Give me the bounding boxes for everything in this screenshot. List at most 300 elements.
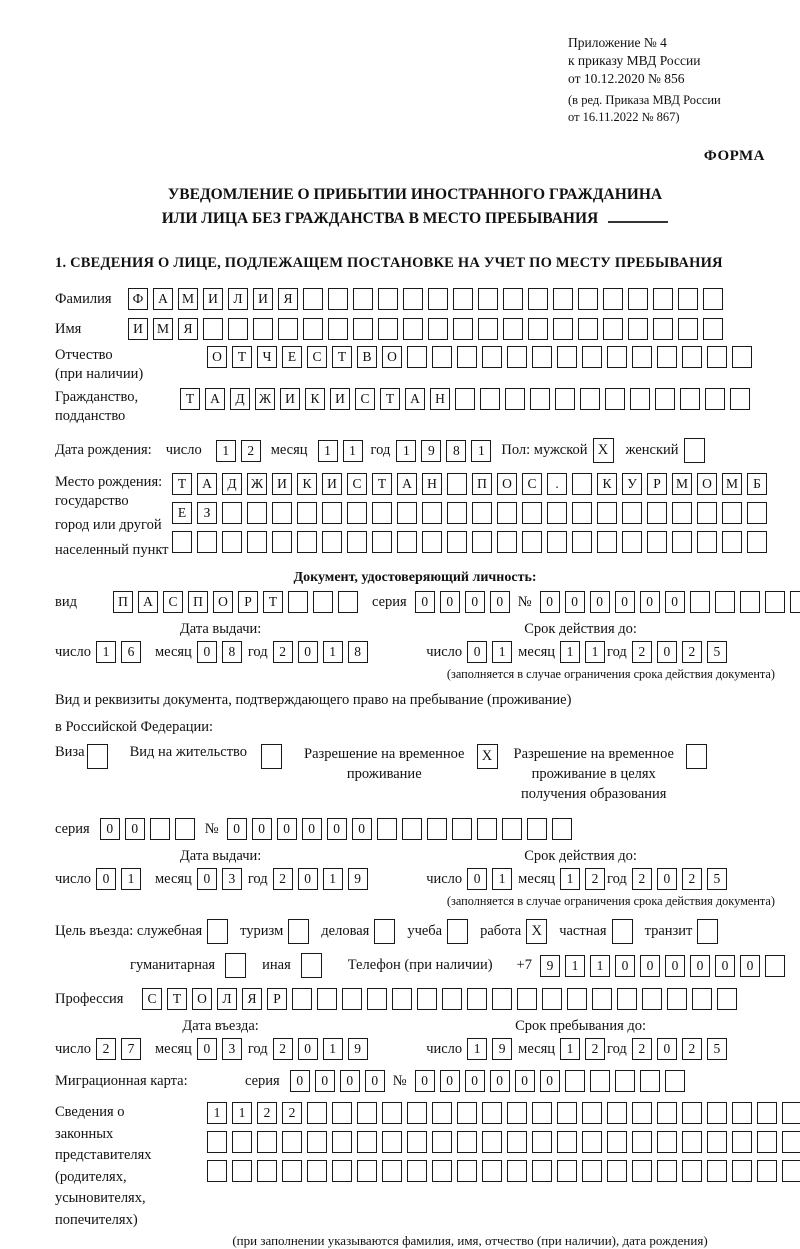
char-cell[interactable] xyxy=(555,388,575,410)
char-cell[interactable]: О xyxy=(497,473,517,495)
char-cell[interactable] xyxy=(382,1102,402,1124)
char-cell[interactable]: 0 xyxy=(298,868,318,890)
char-cell[interactable] xyxy=(353,288,373,310)
char-cell[interactable]: И xyxy=(128,318,148,340)
char-cell[interactable] xyxy=(665,1070,685,1092)
char-cell[interactable] xyxy=(657,1131,677,1153)
char-cell[interactable]: Н xyxy=(422,473,442,495)
char-cell[interactable] xyxy=(502,818,522,840)
char-cell[interactable] xyxy=(307,1131,327,1153)
char-cell[interactable]: 3 xyxy=(222,868,242,890)
char-cell[interactable] xyxy=(447,473,467,495)
char-cell[interactable] xyxy=(578,288,598,310)
char-cell[interactable] xyxy=(682,1160,702,1182)
char-cell[interactable] xyxy=(288,591,308,613)
char-cell[interactable]: Т xyxy=(332,346,352,368)
char-cell[interactable] xyxy=(640,1070,660,1092)
char-cell[interactable]: 2 xyxy=(682,868,702,890)
char-cell[interactable] xyxy=(647,531,667,553)
char-cell[interactable]: 0 xyxy=(665,591,685,613)
char-cell[interactable]: 8 xyxy=(446,440,466,462)
char-cell[interactable] xyxy=(357,1131,377,1153)
char-cell[interactable]: 8 xyxy=(348,641,368,663)
char-cell[interactable] xyxy=(732,1131,752,1153)
char-cell[interactable]: Т xyxy=(232,346,252,368)
char-cell[interactable]: И xyxy=(280,388,300,410)
char-cell[interactable] xyxy=(257,1131,277,1153)
char-cell[interactable]: 3 xyxy=(222,1038,242,1060)
char-cell[interactable]: 0 xyxy=(715,955,735,977)
char-cell[interactable] xyxy=(455,388,475,410)
char-cell[interactable] xyxy=(527,818,547,840)
char-cell[interactable] xyxy=(427,818,447,840)
char-cell[interactable] xyxy=(782,1131,800,1153)
char-cell[interactable]: Я xyxy=(242,988,262,1010)
char-cell[interactable]: 1 xyxy=(232,1102,252,1124)
char-cell[interactable] xyxy=(580,388,600,410)
char-cell[interactable]: Б xyxy=(747,473,767,495)
char-cell[interactable] xyxy=(532,1102,552,1124)
char-cell[interactable]: 0 xyxy=(740,955,760,977)
char-cell[interactable] xyxy=(730,388,750,410)
char-cell[interactable] xyxy=(492,988,512,1010)
char-cell[interactable]: 0 xyxy=(365,1070,385,1092)
char-cell[interactable]: 2 xyxy=(585,868,605,890)
char-cell[interactable]: 2 xyxy=(682,641,702,663)
char-cell[interactable]: 0 xyxy=(640,591,660,613)
char-cell[interactable]: 2 xyxy=(585,1038,605,1060)
transit-checkbox[interactable] xyxy=(697,919,718,944)
char-cell[interactable] xyxy=(353,318,373,340)
char-cell[interactable] xyxy=(552,818,572,840)
char-cell[interactable]: 1 xyxy=(96,641,116,663)
char-cell[interactable] xyxy=(457,1102,477,1124)
char-cell[interactable]: Т xyxy=(167,988,187,1010)
char-cell[interactable] xyxy=(603,288,623,310)
char-cell[interactable] xyxy=(757,1160,777,1182)
char-cell[interactable] xyxy=(480,388,500,410)
char-cell[interactable] xyxy=(607,1131,627,1153)
char-cell[interactable] xyxy=(357,1102,377,1124)
char-cell[interactable]: С xyxy=(347,473,367,495)
char-cell[interactable] xyxy=(247,502,267,524)
char-cell[interactable] xyxy=(507,1160,527,1182)
char-cell[interactable]: 0 xyxy=(298,1038,318,1060)
char-cell[interactable] xyxy=(447,502,467,524)
char-cell[interactable] xyxy=(622,531,642,553)
char-cell[interactable] xyxy=(517,988,537,1010)
study-checkbox[interactable] xyxy=(447,919,468,944)
char-cell[interactable] xyxy=(432,1102,452,1124)
char-cell[interactable]: 0 xyxy=(615,591,635,613)
char-cell[interactable] xyxy=(372,502,392,524)
char-cell[interactable]: 0 xyxy=(415,1070,435,1092)
char-cell[interactable] xyxy=(278,318,298,340)
char-cell[interactable] xyxy=(553,318,573,340)
char-cell[interactable]: 8 xyxy=(222,641,242,663)
char-cell[interactable] xyxy=(672,502,692,524)
char-cell[interactable]: Ф xyxy=(128,288,148,310)
char-cell[interactable] xyxy=(528,288,548,310)
other-purpose-checkbox[interactable] xyxy=(301,953,322,978)
char-cell[interactable]: К xyxy=(305,388,325,410)
char-cell[interactable]: 0 xyxy=(540,591,560,613)
char-cell[interactable] xyxy=(272,531,292,553)
char-cell[interactable] xyxy=(197,531,217,553)
char-cell[interactable]: Т xyxy=(372,473,392,495)
char-cell[interactable] xyxy=(530,388,550,410)
char-cell[interactable] xyxy=(615,1070,635,1092)
char-cell[interactable] xyxy=(317,988,337,1010)
char-cell[interactable] xyxy=(228,318,248,340)
char-cell[interactable] xyxy=(203,318,223,340)
char-cell[interactable] xyxy=(507,346,527,368)
char-cell[interactable] xyxy=(622,502,642,524)
char-cell[interactable] xyxy=(632,346,652,368)
char-cell[interactable]: 1 xyxy=(121,868,141,890)
char-cell[interactable] xyxy=(307,1102,327,1124)
char-cell[interactable] xyxy=(357,1160,377,1182)
char-cell[interactable]: И xyxy=(272,473,292,495)
char-cell[interactable]: 1 xyxy=(467,1038,487,1060)
char-cell[interactable]: 1 xyxy=(492,641,512,663)
char-cell[interactable]: 1 xyxy=(216,440,236,462)
char-cell[interactable] xyxy=(397,502,417,524)
char-cell[interactable] xyxy=(332,1102,352,1124)
char-cell[interactable] xyxy=(557,1131,577,1153)
char-cell[interactable] xyxy=(297,531,317,553)
char-cell[interactable] xyxy=(257,1160,277,1182)
char-cell[interactable]: 0 xyxy=(467,868,487,890)
char-cell[interactable] xyxy=(457,1131,477,1153)
char-cell[interactable] xyxy=(717,988,737,1010)
char-cell[interactable] xyxy=(782,1102,800,1124)
char-cell[interactable] xyxy=(703,288,723,310)
char-cell[interactable]: 0 xyxy=(490,591,510,613)
private-checkbox[interactable] xyxy=(612,919,633,944)
char-cell[interactable] xyxy=(507,1131,527,1153)
char-cell[interactable]: 0 xyxy=(615,955,635,977)
char-cell[interactable] xyxy=(722,531,742,553)
char-cell[interactable] xyxy=(328,288,348,310)
char-cell[interactable] xyxy=(232,1131,252,1153)
char-cell[interactable]: 1 xyxy=(323,641,343,663)
char-cell[interactable]: 2 xyxy=(632,868,652,890)
char-cell[interactable] xyxy=(432,1131,452,1153)
char-cell[interactable]: 0 xyxy=(690,955,710,977)
char-cell[interactable]: 1 xyxy=(585,641,605,663)
char-cell[interactable] xyxy=(678,318,698,340)
char-cell[interactable]: М xyxy=(178,288,198,310)
char-cell[interactable]: С xyxy=(163,591,183,613)
char-cell[interactable] xyxy=(403,288,423,310)
residence-permit-checkbox[interactable] xyxy=(261,744,282,769)
char-cell[interactable] xyxy=(428,318,448,340)
char-cell[interactable]: Н xyxy=(430,388,450,410)
char-cell[interactable] xyxy=(432,346,452,368)
char-cell[interactable] xyxy=(657,1160,677,1182)
char-cell[interactable] xyxy=(303,288,323,310)
char-cell[interactable] xyxy=(547,531,567,553)
char-cell[interactable]: 0 xyxy=(465,591,485,613)
char-cell[interactable]: 1 xyxy=(492,868,512,890)
char-cell[interactable]: С xyxy=(522,473,542,495)
char-cell[interactable] xyxy=(232,1160,252,1182)
char-cell[interactable] xyxy=(332,1160,352,1182)
char-cell[interactable]: Т xyxy=(263,591,283,613)
char-cell[interactable] xyxy=(692,988,712,1010)
char-cell[interactable]: 1 xyxy=(560,1038,580,1060)
char-cell[interactable] xyxy=(282,1131,302,1153)
char-cell[interactable] xyxy=(582,1160,602,1182)
char-cell[interactable]: 0 xyxy=(340,1070,360,1092)
char-cell[interactable]: 1 xyxy=(471,440,491,462)
char-cell[interactable] xyxy=(482,1160,502,1182)
char-cell[interactable] xyxy=(342,988,362,1010)
char-cell[interactable] xyxy=(667,988,687,1010)
char-cell[interactable] xyxy=(377,818,397,840)
char-cell[interactable]: 1 xyxy=(207,1102,227,1124)
char-cell[interactable] xyxy=(630,388,650,410)
char-cell[interactable]: С xyxy=(355,388,375,410)
char-cell[interactable] xyxy=(607,346,627,368)
char-cell[interactable]: 2 xyxy=(241,440,261,462)
char-cell[interactable] xyxy=(367,988,387,1010)
char-cell[interactable] xyxy=(765,955,785,977)
char-cell[interactable] xyxy=(678,288,698,310)
char-cell[interactable]: Ч xyxy=(257,346,277,368)
char-cell[interactable] xyxy=(680,388,700,410)
char-cell[interactable] xyxy=(272,502,292,524)
char-cell[interactable]: 1 xyxy=(560,641,580,663)
char-cell[interactable]: 0 xyxy=(197,641,217,663)
char-cell[interactable] xyxy=(690,591,710,613)
char-cell[interactable]: Т xyxy=(180,388,200,410)
business-checkbox[interactable] xyxy=(374,919,395,944)
char-cell[interactable] xyxy=(707,1160,727,1182)
char-cell[interactable] xyxy=(682,1131,702,1153)
char-cell[interactable]: 0 xyxy=(440,591,460,613)
char-cell[interactable]: 0 xyxy=(490,1070,510,1092)
char-cell[interactable] xyxy=(655,388,675,410)
char-cell[interactable]: 0 xyxy=(197,868,217,890)
char-cell[interactable]: Е xyxy=(282,346,302,368)
char-cell[interactable]: 0 xyxy=(465,1070,485,1092)
char-cell[interactable]: Р xyxy=(238,591,258,613)
char-cell[interactable]: А xyxy=(205,388,225,410)
char-cell[interactable] xyxy=(452,818,472,840)
char-cell[interactable] xyxy=(672,531,692,553)
char-cell[interactable] xyxy=(482,346,502,368)
char-cell[interactable] xyxy=(472,531,492,553)
char-cell[interactable] xyxy=(732,1102,752,1124)
char-cell[interactable] xyxy=(532,1131,552,1153)
sex-female-checkbox[interactable] xyxy=(684,438,705,463)
char-cell[interactable] xyxy=(328,318,348,340)
char-cell[interactable] xyxy=(522,502,542,524)
char-cell[interactable]: 1 xyxy=(323,1038,343,1060)
char-cell[interactable]: И xyxy=(322,473,342,495)
char-cell[interactable] xyxy=(222,531,242,553)
tourism-checkbox[interactable] xyxy=(288,919,309,944)
char-cell[interactable] xyxy=(338,591,358,613)
char-cell[interactable]: А xyxy=(138,591,158,613)
char-cell[interactable] xyxy=(553,288,573,310)
char-cell[interactable]: Д xyxy=(230,388,250,410)
char-cell[interactable] xyxy=(597,531,617,553)
char-cell[interactable]: П xyxy=(113,591,133,613)
char-cell[interactable] xyxy=(282,1160,302,1182)
char-cell[interactable] xyxy=(253,318,273,340)
char-cell[interactable]: А xyxy=(153,288,173,310)
char-cell[interactable] xyxy=(697,531,717,553)
char-cell[interactable] xyxy=(403,318,423,340)
char-cell[interactable] xyxy=(617,988,637,1010)
char-cell[interactable] xyxy=(207,1131,227,1153)
char-cell[interactable] xyxy=(422,531,442,553)
char-cell[interactable] xyxy=(347,502,367,524)
char-cell[interactable]: З xyxy=(197,502,217,524)
char-cell[interactable] xyxy=(757,1131,777,1153)
char-cell[interactable] xyxy=(507,1102,527,1124)
char-cell[interactable]: 0 xyxy=(415,591,435,613)
char-cell[interactable] xyxy=(528,318,548,340)
char-cell[interactable] xyxy=(605,388,625,410)
char-cell[interactable] xyxy=(707,346,727,368)
char-cell[interactable] xyxy=(782,1160,800,1182)
char-cell[interactable] xyxy=(653,318,673,340)
char-cell[interactable] xyxy=(715,591,735,613)
char-cell[interactable]: 0 xyxy=(125,818,145,840)
char-cell[interactable]: О xyxy=(382,346,402,368)
char-cell[interactable] xyxy=(572,473,592,495)
char-cell[interactable] xyxy=(497,502,517,524)
char-cell[interactable] xyxy=(522,531,542,553)
char-cell[interactable]: 6 xyxy=(121,641,141,663)
char-cell[interactable] xyxy=(402,818,422,840)
sex-male-checkbox[interactable]: X xyxy=(593,438,614,463)
char-cell[interactable] xyxy=(697,502,717,524)
char-cell[interactable]: 0 xyxy=(440,1070,460,1092)
char-cell[interactable] xyxy=(722,502,742,524)
char-cell[interactable] xyxy=(292,988,312,1010)
char-cell[interactable] xyxy=(407,1160,427,1182)
char-cell[interactable]: 1 xyxy=(565,955,585,977)
char-cell[interactable]: М xyxy=(722,473,742,495)
char-cell[interactable]: Р xyxy=(267,988,287,1010)
char-cell[interactable]: 2 xyxy=(96,1038,116,1060)
char-cell[interactable] xyxy=(705,388,725,410)
char-cell[interactable] xyxy=(505,388,525,410)
char-cell[interactable] xyxy=(378,318,398,340)
char-cell[interactable] xyxy=(740,591,760,613)
char-cell[interactable] xyxy=(747,502,767,524)
char-cell[interactable]: 0 xyxy=(665,955,685,977)
char-cell[interactable] xyxy=(222,502,242,524)
char-cell[interactable] xyxy=(578,318,598,340)
char-cell[interactable]: Т xyxy=(380,388,400,410)
char-cell[interactable]: С xyxy=(142,988,162,1010)
char-cell[interactable] xyxy=(657,346,677,368)
char-cell[interactable]: П xyxy=(188,591,208,613)
char-cell[interactable]: . xyxy=(547,473,567,495)
char-cell[interactable] xyxy=(572,502,592,524)
char-cell[interactable] xyxy=(547,502,567,524)
char-cell[interactable] xyxy=(453,318,473,340)
char-cell[interactable]: 0 xyxy=(277,818,297,840)
char-cell[interactable]: 2 xyxy=(282,1102,302,1124)
char-cell[interactable] xyxy=(478,318,498,340)
char-cell[interactable]: О xyxy=(192,988,212,1010)
char-cell[interactable] xyxy=(732,346,752,368)
char-cell[interactable] xyxy=(542,988,562,1010)
char-cell[interactable]: 2 xyxy=(632,641,652,663)
char-cell[interactable] xyxy=(477,818,497,840)
char-cell[interactable] xyxy=(557,1102,577,1124)
char-cell[interactable] xyxy=(632,1160,652,1182)
char-cell[interactable] xyxy=(297,502,317,524)
char-cell[interactable]: 1 xyxy=(318,440,338,462)
char-cell[interactable]: С xyxy=(307,346,327,368)
char-cell[interactable]: А xyxy=(197,473,217,495)
char-cell[interactable] xyxy=(557,346,577,368)
char-cell[interactable]: 0 xyxy=(290,1070,310,1092)
char-cell[interactable] xyxy=(632,1102,652,1124)
char-cell[interactable] xyxy=(503,288,523,310)
char-cell[interactable] xyxy=(378,288,398,310)
char-cell[interactable] xyxy=(532,1160,552,1182)
char-cell[interactable] xyxy=(175,818,195,840)
char-cell[interactable]: М xyxy=(153,318,173,340)
char-cell[interactable]: 7 xyxy=(121,1038,141,1060)
char-cell[interactable] xyxy=(657,1102,677,1124)
char-cell[interactable]: Я xyxy=(178,318,198,340)
char-cell[interactable]: 9 xyxy=(540,955,560,977)
char-cell[interactable]: Р xyxy=(647,473,667,495)
char-cell[interactable]: 2 xyxy=(632,1038,652,1060)
char-cell[interactable]: 9 xyxy=(348,868,368,890)
char-cell[interactable] xyxy=(382,1131,402,1153)
char-cell[interactable]: 9 xyxy=(421,440,441,462)
char-cell[interactable]: Л xyxy=(217,988,237,1010)
char-cell[interactable] xyxy=(478,288,498,310)
char-cell[interactable] xyxy=(582,1102,602,1124)
char-cell[interactable] xyxy=(482,1102,502,1124)
char-cell[interactable]: 0 xyxy=(565,591,585,613)
char-cell[interactable]: Я xyxy=(278,288,298,310)
char-cell[interactable] xyxy=(592,988,612,1010)
char-cell[interactable]: 2 xyxy=(257,1102,277,1124)
char-cell[interactable]: К xyxy=(297,473,317,495)
char-cell[interactable] xyxy=(682,1102,702,1124)
char-cell[interactable] xyxy=(572,531,592,553)
char-cell[interactable] xyxy=(628,318,648,340)
char-cell[interactable] xyxy=(603,318,623,340)
char-cell[interactable] xyxy=(382,1160,402,1182)
char-cell[interactable]: 0 xyxy=(657,868,677,890)
char-cell[interactable]: В xyxy=(357,346,377,368)
char-cell[interactable] xyxy=(442,988,462,1010)
char-cell[interactable] xyxy=(447,531,467,553)
char-cell[interactable] xyxy=(428,288,448,310)
char-cell[interactable] xyxy=(150,818,170,840)
char-cell[interactable] xyxy=(582,346,602,368)
char-cell[interactable]: 0 xyxy=(657,1038,677,1060)
char-cell[interactable] xyxy=(457,1160,477,1182)
char-cell[interactable]: И xyxy=(203,288,223,310)
char-cell[interactable] xyxy=(457,346,477,368)
char-cell[interactable] xyxy=(732,1160,752,1182)
